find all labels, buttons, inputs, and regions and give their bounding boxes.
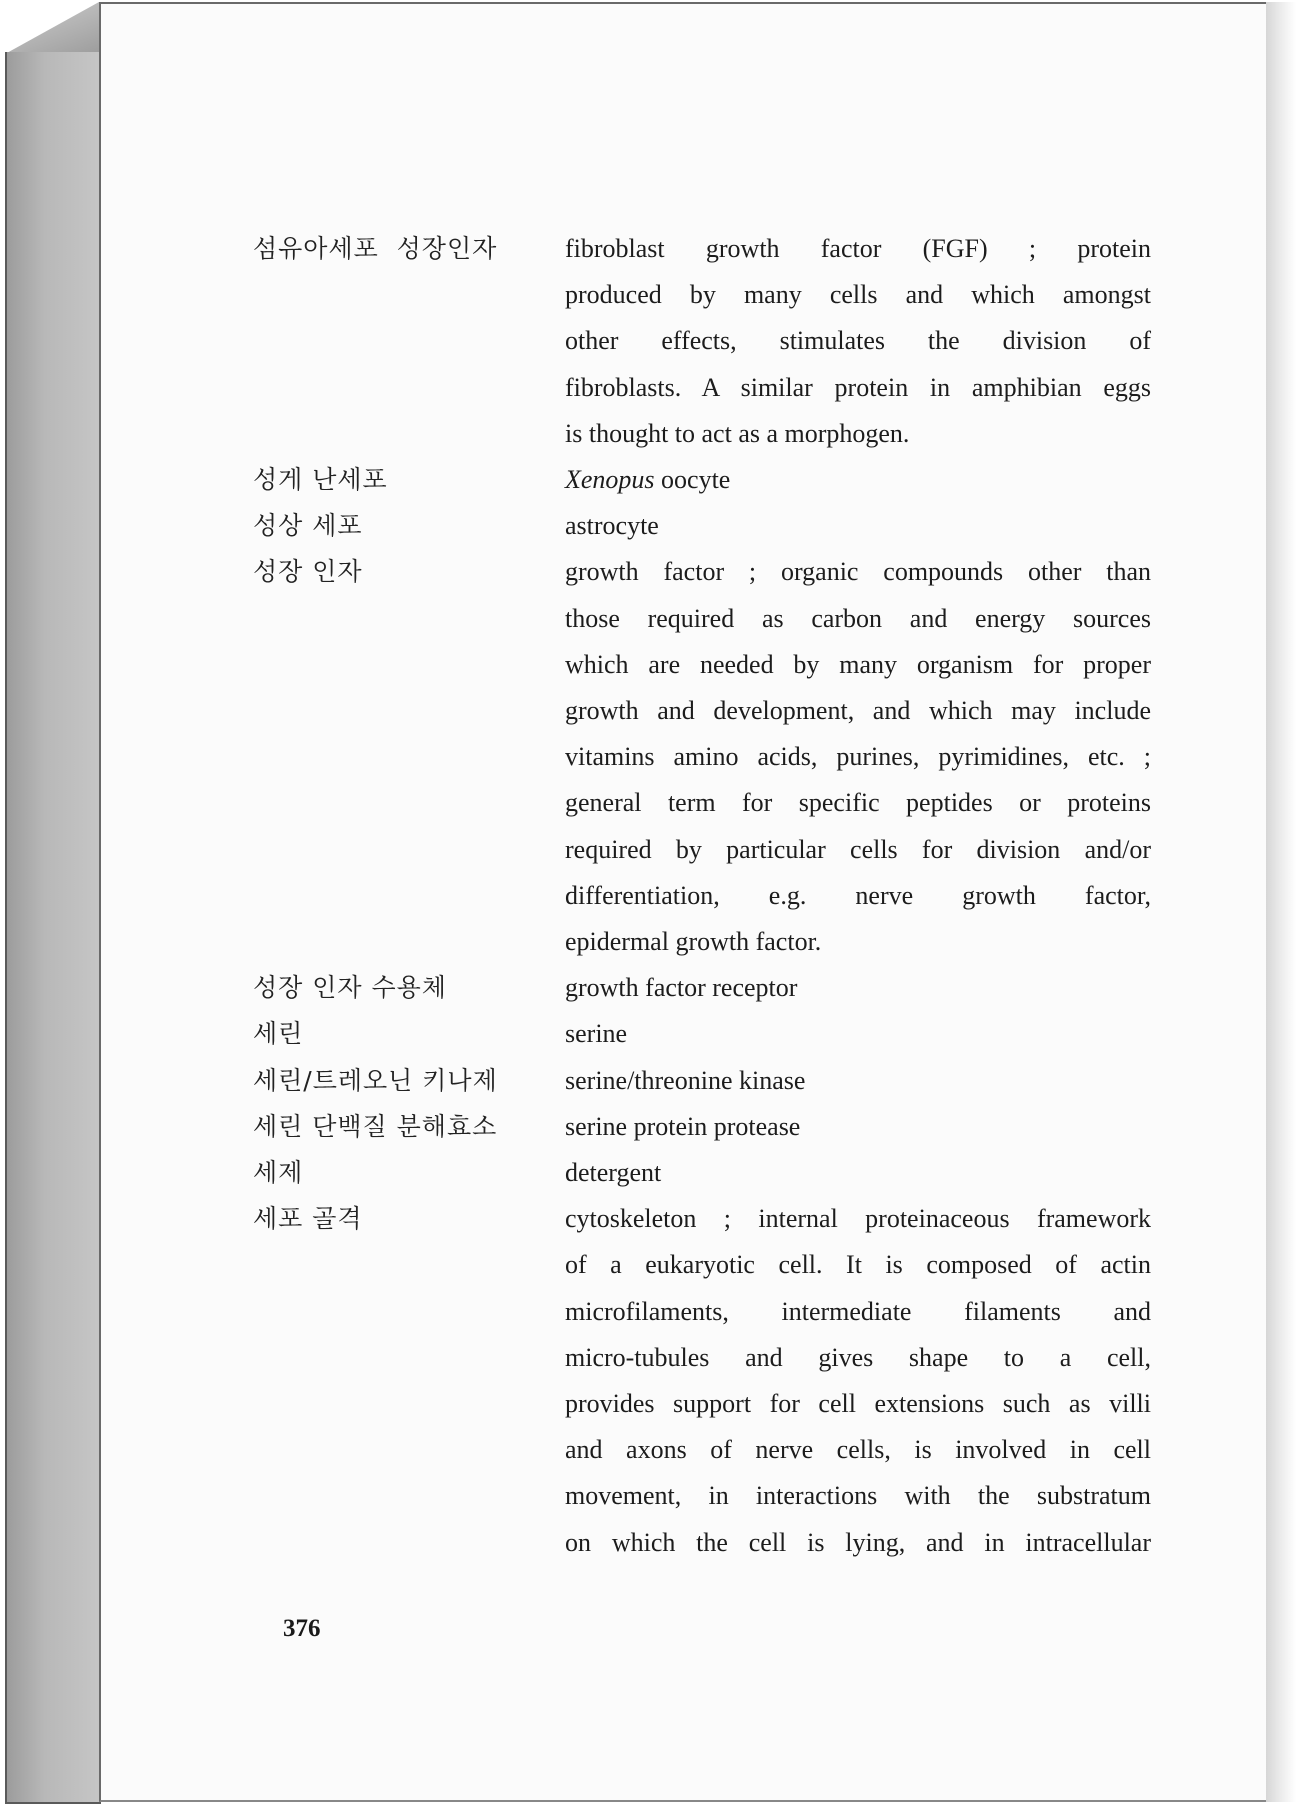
entry-definition xyxy=(565,503,1151,549)
definition-line: and axons of nerve cells, is involved in cell xyxy=(565,1435,1151,1465)
definition-line xyxy=(565,457,1151,503)
entry-term: 세린/트레오닌 키나제 xyxy=(253,1065,498,1095)
definition-line: growth factor receptor xyxy=(565,973,798,1003)
definition-line: those required as carbon and energy sources xyxy=(565,603,1151,633)
definition-line: epidermal growth factor. xyxy=(565,927,822,957)
glossary-entry xyxy=(253,1150,1153,1196)
glossary-entry xyxy=(253,1058,1153,1104)
entry-term: 세린 xyxy=(253,1019,304,1049)
entry-definition xyxy=(565,965,1151,1011)
definition-line: produced by many cells and which amongst xyxy=(565,280,1151,310)
book-top-edge xyxy=(5,2,99,54)
glossary-entries xyxy=(253,226,1153,1566)
entry-definition xyxy=(565,1058,1151,1104)
definition-line: other effects, stimulates the division of xyxy=(565,326,1151,356)
entry-definition xyxy=(565,1011,1151,1057)
glossary-entry xyxy=(253,1196,1153,1566)
definition-line: of a eukaryotic cell. It is composed of actin xyxy=(565,1250,1151,1280)
glossary-entry xyxy=(253,1011,1153,1057)
definition-line: micro-tubules and gives shape to a cell, xyxy=(565,1342,1151,1372)
entry-definition xyxy=(565,1104,1151,1150)
entry-term: 세제 xyxy=(253,1158,304,1188)
definition-line: serine xyxy=(565,1019,628,1049)
entry-term: 섬유아세포 성장인자 xyxy=(253,234,498,263)
definition-line: vitamins amino acids, purines, pyrimidines, etc. ; xyxy=(565,742,1151,772)
entry-definition xyxy=(565,549,1151,965)
definition-line: movement, in interactions with the substratum xyxy=(565,1481,1151,1511)
glossary-entry xyxy=(253,1104,1153,1150)
definition-line: growth and development, and which may include xyxy=(565,696,1151,726)
entry-definition xyxy=(565,1150,1151,1196)
entry-term: 성게 난세포 xyxy=(253,465,388,495)
definition-line: general term for specific peptides or proteins xyxy=(565,788,1151,818)
page-edge-shadow xyxy=(1266,2,1296,1802)
entry-term: 세린 단백질 분해효소 xyxy=(253,1111,498,1141)
glossary-entry xyxy=(253,457,1153,503)
entry-definition xyxy=(565,226,1151,457)
entry-term: 성장 인자 수용체 xyxy=(253,973,447,1003)
page-number: 376 xyxy=(283,1615,321,1642)
entry-term: 세포 골격 xyxy=(253,1204,363,1234)
definition-rest: oocyte xyxy=(654,465,731,495)
definition-line: which are needed by many organism for proper xyxy=(565,649,1151,679)
definition-line: astrocyte xyxy=(565,511,659,541)
entry-term: 성장 인자 xyxy=(253,557,363,587)
entry-term: 성상 세포 xyxy=(253,511,363,541)
definition-line: required by particular cells for division and/or xyxy=(565,834,1151,864)
glossary-entry xyxy=(253,549,1153,965)
definition-line: fibroblasts. A similar protein in amphibian eggs xyxy=(565,372,1151,402)
glossary-entry xyxy=(253,226,1153,457)
definition-line: serine/threonine kinase xyxy=(565,1065,806,1095)
definition-line: on which the cell is lying, and in intracellular xyxy=(565,1527,1151,1557)
definition-line: detergent xyxy=(565,1158,662,1188)
definition-line: cytoskeleton ; internal proteinaceous framework xyxy=(565,1204,1151,1234)
entry-definition xyxy=(565,457,1151,503)
glossary-entry xyxy=(253,965,1153,1011)
entry-definition xyxy=(565,1196,1151,1566)
definition-line: serine protein protease xyxy=(565,1111,801,1141)
glossary-entry xyxy=(253,503,1153,549)
book-spine xyxy=(5,52,101,1804)
definition-line: provides support for cell extensions such as villi xyxy=(565,1389,1151,1419)
definition-line: fibroblast growth factor (FGF) ; protein xyxy=(565,234,1151,263)
definition-line: growth factor ; organic compounds other than xyxy=(565,557,1151,587)
definition-line: is thought to act as a morphogen. xyxy=(565,418,910,448)
definition-italic-term: Xenopus xyxy=(565,465,655,495)
definition-line: microfilaments, intermediate filaments and xyxy=(565,1296,1151,1326)
definition-line: differentiation, e.g. nerve growth factor, xyxy=(565,880,1151,910)
